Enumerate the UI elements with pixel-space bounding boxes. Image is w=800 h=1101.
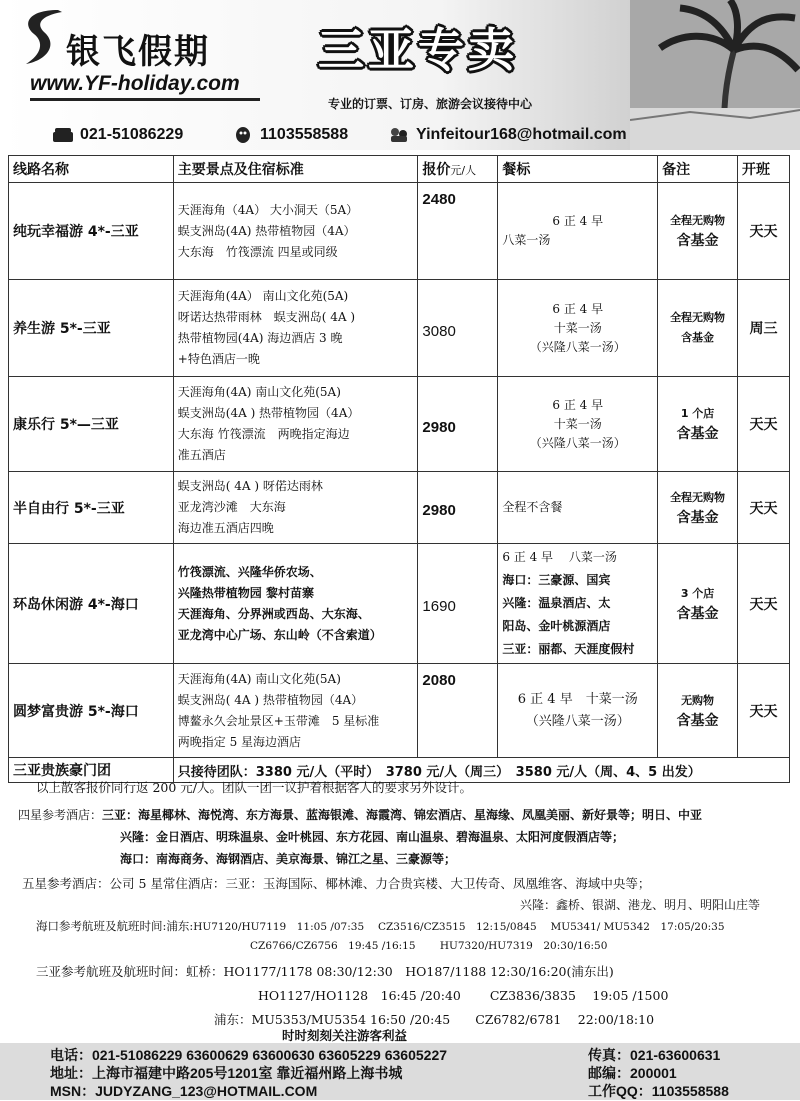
route-note: 全程无购物 含基金 [658,183,738,280]
msn-icon [388,127,410,143]
footer-work-qq: 工作QQ：1103558588 [588,1083,729,1099]
route-price: 2980 [418,377,498,472]
route-spots: 竹筏漂流、兴隆华侨农场、 兴隆热带植物园 黎村苗寨 天涯海角、分界洲或西岛、大东海、 亚龙湾中心广场、东山岭（不含索道） [173,544,418,664]
page-title: 三亚专卖 [318,23,518,77]
route-price: 3080 [418,280,498,377]
route-name: 纯玩幸福游 4*-三亚 [9,183,174,280]
route-spots: 天涯海角(4A) 南山文化苑(5A) 蜈支洲岛(4A ) 热带植物园（4A） 大东海 竹筏漂流 两晚指定海边 准五酒店 [173,377,418,472]
logo-underline [30,98,260,101]
route-schedule: 天天 [738,183,790,280]
route-meal: 6 正 4 早 十菜一汤 （兴隆八菜一汤） [498,377,658,472]
contact-phone [52,126,183,144]
contact-qq [232,126,348,144]
footer-address: 地址：上海市福建中路205号1201室 靠近福州路上海书城 [50,1065,403,1081]
qq-penguin-icon [232,127,254,143]
table-row [9,544,790,664]
col-price: 报价元/人 [418,156,498,183]
table-row [9,664,790,758]
route-spots: 天涯海角（4A） 大小洞天（5A） 蜈支洲岛(4A) 热带植物园（4A） 大东海 竹筏漂流 四星或同级 [173,183,418,280]
footer-phone: 电话：021-51086229 63600629 63600630 63605229 63605227 [50,1047,448,1063]
route-note: 全程无购物 含基金 [658,280,738,377]
group-pricing: 只接待团队：3380 元/人（平时） 3780 元/人（周三） 3580 元/人（周、4、5 出发） [173,758,789,783]
col-meal: 餐标 [498,156,658,183]
route-schedule: 天天 [738,472,790,544]
footer-postcode: 邮编：200001 [588,1065,677,1081]
route-meal: 6 正 4 早 八菜一汤 [498,183,658,280]
route-price: 2980 [418,472,498,544]
footer-contact [0,1043,800,1100]
routes-table [8,155,790,783]
qq-number: 1103558588 [260,126,349,143]
haikou-flights-2: CZ6766/CZ6756 19:45 /16:15 HU7320/HU7319 20:30/16:50 [250,940,608,952]
page-subtitle: 专业的订票、订房、旅游会议接待中心 [328,97,533,111]
route-spots: 天涯海角(4A） 南山文化苑(5A) 呀诺达热带雨林 蜈支洲岛( 4A ) 热带植物园(4A) 海边酒店 3 晚 +特色酒店一晚 [173,280,418,377]
sanya-flights-3: 浦东：MU5353/MU5354 16:50 /20:45 CZ6782/6781 22:00/18:10 [214,1012,655,1027]
route-name: 半自由行 5*-三亚 [9,472,174,544]
price-note: 以上散客报价同行返 200 元/人。团队一团一议护着根据客人的要求另外设计。 [36,780,473,795]
haikou-flights-1: 海口参考航班及航班时间:浦东:HU7120/HU7119 11:05 /07:35 CZ3516/CZ3515 12:15/0845 MU5341/ MU5342 17:05/20:35 [36,919,725,933]
col-schedule: 开班 [738,156,790,183]
group-name: 三亚贵族豪门团 [9,758,174,783]
route-note: 3 个店 含基金 [658,544,738,664]
table-row [9,472,790,544]
route-note: 无购物 含基金 [658,664,738,758]
four-star-hotels-2: 兴隆：金日酒店、明珠温泉、金叶桃园、东方花园、南山温泉、碧海温泉、太阳河度假酒店等； [120,830,625,844]
four-star-hotels-3: 海口：南海商务、海钢酒店、美京海景、锦江之星、三豪源等； [120,852,457,866]
col-route-name: 线路名称 [9,156,174,183]
route-meal: 全程不含餐 [498,472,658,544]
route-schedule: 天天 [738,377,790,472]
table-row [9,377,790,472]
route-name: 环岛休闲游 4*-海口 [9,544,174,664]
phone-icon [52,127,74,143]
route-name: 养生游 5*-三亚 [9,280,174,377]
five-star-hotels-2: 兴隆：鑫桥、银湖、港龙、明月、明阳山庄等 [520,898,761,912]
contact-email [388,126,627,144]
email-address[interactable]: Yinfeitour168@hotmail.com [416,126,627,143]
col-note: 备注 [658,156,738,183]
route-price: 2480 [418,183,498,280]
table-header-row [9,156,790,183]
col-spots: 主要景点及住宿标准 [173,156,418,183]
route-meal: 6 正 4 早 十菜一汤 （兴隆八菜一汤） [498,280,658,377]
route-schedule: 周三 [738,280,790,377]
logo-text: 银飞假期 [66,32,210,72]
route-note: 全程无购物 含基金 [658,472,738,544]
sanya-flights-2: HO1127/HO1128 16:45 /20:40 CZ3836/3835 19:05 /1500 [258,988,669,1003]
slogan: 时时刻刻关注游客利益 [282,1028,408,1043]
route-note: 1 个店 含基金 [658,377,738,472]
sanya-flights-1: 三亚参考航班及航班时间：虹桥：HO1177/1178 08:30/12:30 HO187/1188 12:30/16:20(浦东出) [36,964,614,979]
route-schedule: 天天 [738,664,790,758]
table-row [9,280,790,377]
four-star-hotels-1: 四星参考酒店：三亚：海星椰林、海悦湾、东方海景、蓝海银滩、海霞湾、锦宏酒店、星海缘、凤凰美丽、新好景等；明日、中亚 [18,808,703,822]
logo-swoosh-icon [18,4,64,68]
route-meal: 6 正 4 早 十菜一汤 （兴隆八菜一汤） [498,664,658,758]
footer-msn[interactable]: MSN：JUDYZANG_123@HOTMAIL.COM [50,1083,318,1099]
route-name: 圆梦富贵游 5*-海口 [9,664,174,758]
footer-fax: 传真：021-63600631 [588,1047,721,1063]
logo-url[interactable]: www.YF-holiday.com [30,72,240,95]
route-meal: 6 正 4 早 八菜一汤 海口：三豪源、国宾 兴隆：温泉酒店、太 阳岛、金叶桃源酒店 三亚：丽都、天涯度假村 [498,544,658,664]
palm-tree-icon [630,0,800,150]
route-name: 康乐行 5*—三亚 [9,377,174,472]
five-star-hotels-1: 五星参考酒店：公司 5 星常住酒店：三亚：玉海国际、椰林滩、力合贵宾楼、大卫传奇、凤凰维客、海域中央等； [22,876,651,891]
route-schedule: 天天 [738,544,790,664]
route-price: 2080 [418,664,498,758]
header-banner [0,0,800,150]
route-price: 1690 [418,544,498,664]
route-spots: 天涯海角(4A) 南山文化苑(5A) 蜈支洲岛( 4A ) 热带植物园（4A） 博鳌永久会址景区+玉带滩 5 星标准 两晚指定 5 星海边酒店 [173,664,418,758]
phone-number: 021-51086229 [80,126,184,143]
route-spots: 蜈支洲岛( 4A ) 呀偌达雨林 亚龙湾沙滩 大东海 海边准五酒店四晚 [173,472,418,544]
table-row [9,183,790,280]
